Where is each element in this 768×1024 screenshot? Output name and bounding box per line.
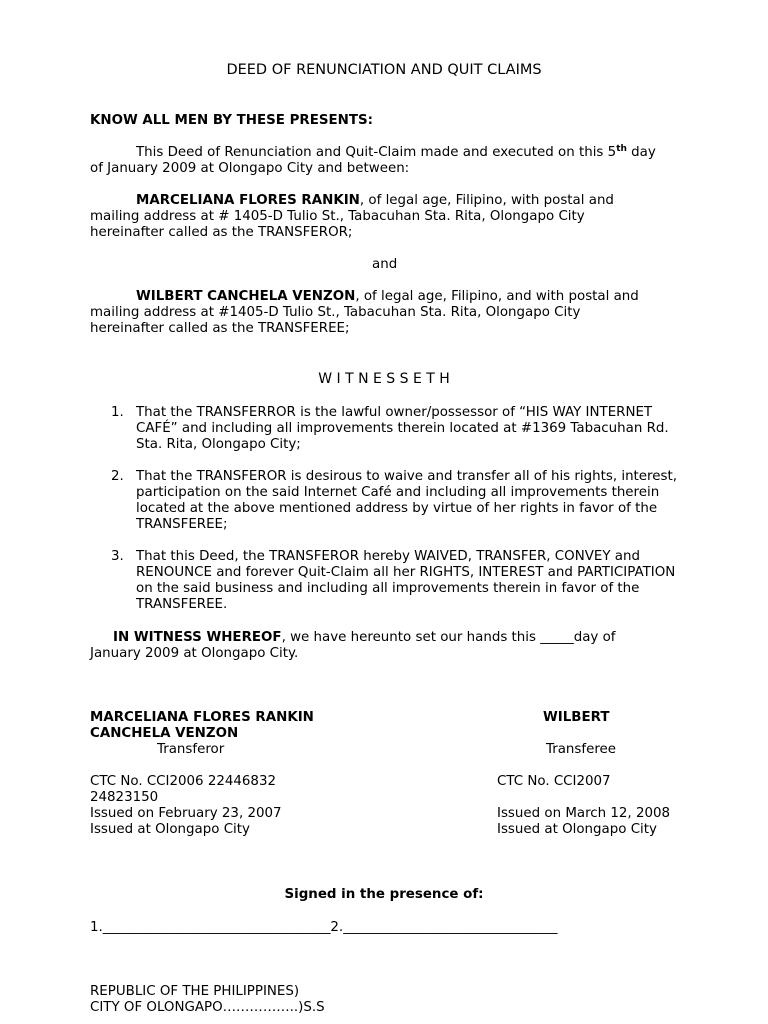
list-item: [90, 405, 680, 453]
know-all-heading: KNOW ALL MEN BY THESE PRESENTS:: [90, 113, 374, 128]
presence-heading: Signed in the presence of:: [284, 887, 484, 902]
intro-line-2: of January 2009 at Olongapo City and between:: [90, 161, 410, 176]
intro-text: This Deed of Renunciation and Quit-Claim made and executed on this 5: [136, 145, 617, 160]
transferee-signature-name-wrap: CANCHELA VENZON: [90, 726, 239, 741]
transferor-signature-name: MARCELIANA FLORES RANKIN: [90, 710, 314, 725]
whereof-line-2: January 2009 at Olongapo City.: [90, 646, 299, 661]
venue-line-2: CITY OF OLONGAPO……………..)S.S: [90, 1000, 325, 1015]
transferee-issued-at: Issued at Olongapo City: [497, 822, 657, 837]
transferee-line-1: [136, 289, 639, 305]
transferor-name: MARCELIANA FLORES RANKIN: [136, 193, 360, 208]
transferee-line-2: mailing address at #1405-D Tulio St., Tabacuhan Sta. Rita, Olongapo City: [90, 305, 581, 320]
transferor-role: Transferor: [157, 742, 225, 757]
transferor-issued-at: Issued at Olongapo City: [90, 822, 250, 837]
transferee-details: , of legal age, Filipino, and with postal and: [355, 289, 639, 304]
transferor-line-1: [136, 193, 614, 209]
list-item: [90, 469, 680, 533]
transferor-line-2: mailing address at # 1405-D Tulio St., Tabacuhan Sta. Rita, Olongapo City: [90, 209, 585, 224]
transferor-issued-on: Issued on February 23, 2007: [90, 806, 282, 821]
transferee-signature-name-part: WILBERT: [543, 710, 610, 725]
transferee-line-3: hereinafter called as the TRANSFEREE;: [90, 321, 350, 336]
intro-text-after: day: [626, 145, 656, 160]
witnesseth-heading: W I T N E S S E T H: [318, 371, 450, 387]
venue-line-1: REPUBLIC OF THE PHILIPPINES): [90, 984, 300, 999]
transferee-issued-on: Issued on March 12, 2008: [497, 806, 671, 821]
transferor-ctc: CTC No. CCI2006 22446832: [90, 774, 276, 789]
transferee-name: WILBERT CANCHELA VENZON: [136, 289, 356, 304]
transferee-role: Transferee: [546, 742, 617, 757]
whereof-text: , we have hereunto set our hands this _____day of: [281, 630, 616, 645]
transferor-ctc-continued: 24823150: [90, 790, 159, 805]
document-title: DEED OF RENUNCIATION AND QUIT CLAIMS: [226, 62, 542, 78]
ordinal-suffix: th: [616, 144, 627, 154]
item-text: That this Deed, the TRANSFEROR hereby WAIVED, TRANSFER, CONVEY and RENOUNCE and forever Quit-Claim all her RIGHTS, INTEREST and PARTICIPATION on the said business and including all improvements therein in favor of the TRANSFEREE.: [136, 549, 676, 612]
item-text: That the TRANSFEROR is desirous to waive and transfer all of his rights, interest, participation on the said Internet Café and including all improvements therein located at the above mentioned address by virtue of her rights in favor of the TRANSFEREE;: [136, 469, 677, 532]
transferee-ctc: CTC No. CCI2007: [497, 774, 611, 789]
and-connector: and: [372, 257, 398, 272]
intro-line-1: [136, 145, 656, 161]
transferor-line-3: hereinafter called as the TRANSFEROR;: [90, 225, 353, 240]
witness-signature-lines: 1.__________________________________2.________________________________: [90, 920, 558, 935]
transferor-details: , of legal age, Filipino, with postal and: [359, 193, 614, 208]
whereof-heading: IN WITNESS WHEREOF: [113, 630, 282, 645]
item-number: 1.: [111, 405, 124, 420]
list-item: [90, 549, 680, 613]
witnesseth-list: [90, 405, 680, 629]
item-number: 2.: [111, 469, 124, 484]
whereof-line-1: [113, 630, 616, 646]
item-text: That the TRANSFERROR is the lawful owner/possessor of “HIS WAY INTERNET CAFÉ” and including all improvements therein located at #1369 Tabacuhan Rd. Sta. Rita, Olongapo City;: [136, 405, 669, 452]
item-number: 3.: [111, 549, 124, 564]
